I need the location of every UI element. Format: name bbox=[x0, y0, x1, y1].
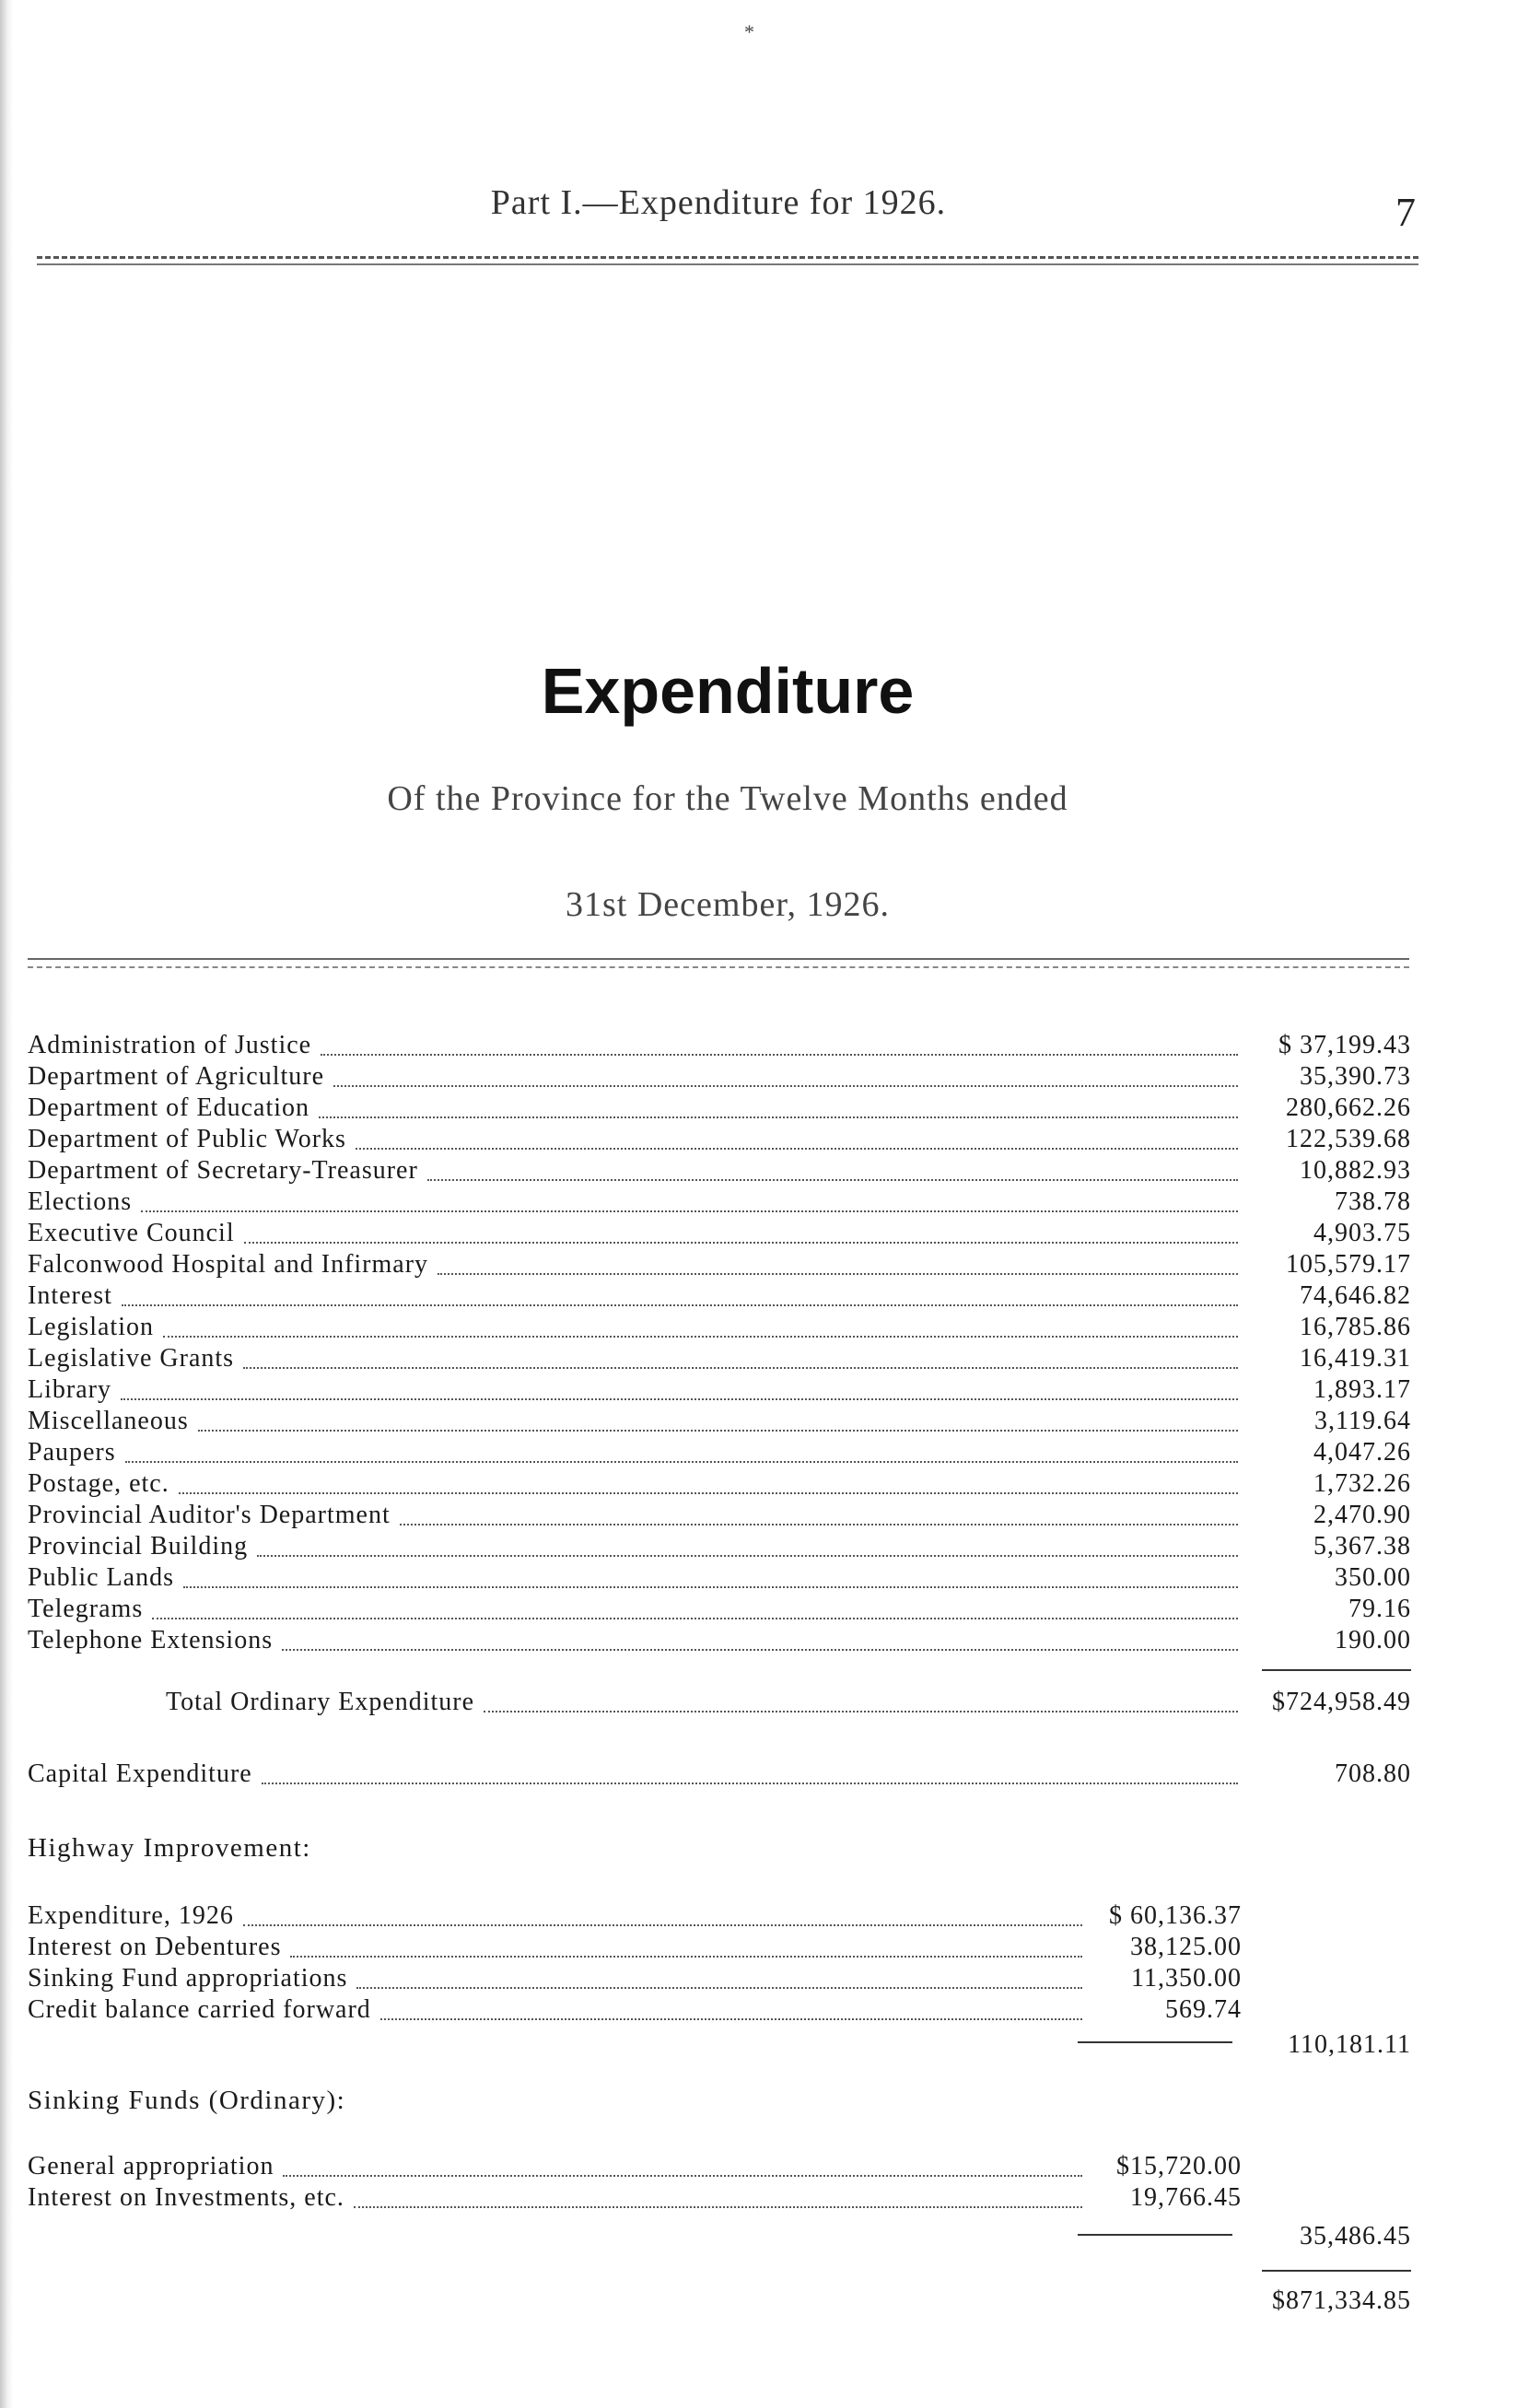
row-amount: 2,470.90 bbox=[1313, 1501, 1411, 1529]
ledger-row bbox=[28, 1125, 1411, 1156]
row-amount: 79.16 bbox=[1348, 1595, 1411, 1623]
row-label: Miscellaneous bbox=[28, 1407, 189, 1435]
capital-amount: 708.80 bbox=[1335, 1759, 1411, 1788]
row-amount: 74,646.82 bbox=[1300, 1281, 1411, 1310]
leader-dots bbox=[282, 1649, 1238, 1651]
row-label: Interest on Investments, etc. bbox=[28, 2183, 344, 2212]
leader-dots bbox=[243, 1367, 1238, 1369]
leader-dots bbox=[141, 1210, 1238, 1212]
leader-dots bbox=[152, 1618, 1238, 1619]
row-label: Library bbox=[28, 1375, 111, 1404]
header-rule bbox=[37, 256, 1418, 259]
ledger-row bbox=[28, 1375, 1411, 1407]
leader-dots bbox=[262, 1783, 1238, 1784]
ledger-row bbox=[28, 1156, 1411, 1187]
row-amount: 11,350.00 bbox=[1131, 1964, 1242, 1993]
scan-edge-shadow bbox=[0, 0, 13, 2408]
row-amount: 122,539.68 bbox=[1286, 1125, 1411, 1153]
ledger-row bbox=[28, 1532, 1411, 1563]
row-label: Falconwood Hospital and Infirmary bbox=[28, 1250, 429, 1279]
sinking-row bbox=[28, 2152, 1242, 2183]
leader-dots bbox=[321, 1054, 1238, 1056]
leader-dots bbox=[427, 1179, 1238, 1181]
leader-dots bbox=[380, 2018, 1082, 2020]
leader-dots bbox=[484, 1711, 1238, 1712]
leader-dots bbox=[163, 1336, 1238, 1338]
leader-dots bbox=[400, 1524, 1238, 1525]
row-amount: 190.00 bbox=[1335, 1626, 1411, 1654]
row-label: Provincial Auditor's Department bbox=[28, 1501, 391, 1529]
row-label: Administration of Justice bbox=[28, 1031, 312, 1059]
highway-row bbox=[28, 1901, 1242, 1933]
leader-dots bbox=[122, 1304, 1238, 1306]
row-amount: 350.00 bbox=[1335, 1563, 1411, 1592]
ledger-row bbox=[28, 1626, 1411, 1657]
ledger-row bbox=[28, 1344, 1411, 1375]
row-label: Executive Council bbox=[28, 1219, 235, 1247]
highway-row bbox=[28, 1995, 1242, 2027]
ledger-row bbox=[28, 1595, 1411, 1626]
sinking-heading: Sinking Funds (Ordinary): bbox=[28, 2086, 346, 2115]
leader-dots bbox=[354, 2206, 1082, 2208]
row-amount: 4,047.26 bbox=[1313, 1438, 1411, 1467]
row-amount: $ 60,136.37 bbox=[1109, 1901, 1242, 1930]
row-label: Sinking Fund appropriations bbox=[28, 1964, 348, 1993]
ledger-row bbox=[28, 1469, 1411, 1501]
highway-total: 110,181.11 bbox=[1288, 2030, 1411, 2059]
row-label: Interest bbox=[28, 1281, 112, 1310]
leader-dots bbox=[243, 1924, 1082, 1926]
ledger-row bbox=[28, 1031, 1411, 1062]
row-label: Telephone Extensions bbox=[28, 1626, 274, 1654]
row-amount: 16,785.86 bbox=[1300, 1313, 1411, 1341]
row-amount: 35,390.73 bbox=[1300, 1062, 1411, 1091]
ledger-row bbox=[28, 1093, 1411, 1125]
row-amount: 3,119.64 bbox=[1314, 1407, 1411, 1435]
row-label: General appropriation bbox=[28, 2152, 274, 2180]
leader-dots bbox=[333, 1085, 1238, 1087]
row-label: Paupers bbox=[28, 1438, 116, 1467]
total-ordinary-row bbox=[28, 1688, 1411, 1719]
leader-dots bbox=[257, 1555, 1238, 1557]
ledger-row bbox=[28, 1187, 1411, 1219]
row-amount: 280,662.26 bbox=[1286, 1093, 1411, 1122]
row-label: Legislation bbox=[28, 1313, 154, 1341]
title-rule bbox=[28, 958, 1409, 960]
highway-row bbox=[28, 1964, 1242, 1995]
page-dateline: 31st December, 1926. bbox=[566, 885, 890, 924]
title-rule-secondary bbox=[28, 966, 1409, 968]
ledger-row bbox=[28, 1250, 1411, 1281]
sinking-total: 35,486.45 bbox=[1300, 2222, 1411, 2250]
row-amount: $15,720.00 bbox=[1116, 2152, 1242, 2180]
row-label: Elections bbox=[28, 1187, 133, 1216]
sinking-sum-rule bbox=[1078, 2234, 1232, 2236]
leader-dots bbox=[438, 1273, 1238, 1275]
ledger-row bbox=[28, 1501, 1411, 1532]
ledger-row bbox=[28, 1407, 1411, 1438]
row-amount: $ 37,199.43 bbox=[1278, 1031, 1411, 1059]
sinking-row bbox=[28, 2183, 1242, 2215]
leader-dots bbox=[183, 1586, 1238, 1588]
running-head: Part I.—Expenditure for 1926. bbox=[490, 183, 947, 222]
leader-dots bbox=[198, 1430, 1238, 1432]
leader-dots bbox=[356, 1987, 1082, 1989]
row-amount: 1,893.17 bbox=[1313, 1375, 1411, 1404]
row-label: Public Lands bbox=[28, 1563, 174, 1592]
row-label: Department of Secretary-Treasurer bbox=[28, 1156, 418, 1185]
ledger-row bbox=[28, 1062, 1411, 1093]
highway-row bbox=[28, 1933, 1242, 1964]
row-label: Credit balance carried forward bbox=[28, 1995, 371, 2024]
leader-dots bbox=[356, 1148, 1238, 1150]
leader-dots bbox=[179, 1492, 1238, 1494]
page-title: Expenditure bbox=[541, 655, 915, 727]
row-amount: 569.74 bbox=[1165, 1995, 1242, 2024]
ledger-row bbox=[28, 1313, 1411, 1344]
row-amount: 105,579.17 bbox=[1286, 1250, 1411, 1279]
row-label: Department of Public Works bbox=[28, 1125, 346, 1153]
row-amount: 738.78 bbox=[1335, 1187, 1411, 1216]
highway-sum-rule bbox=[1078, 2041, 1232, 2043]
leader-dots bbox=[290, 1956, 1082, 1958]
subtotal-rule bbox=[1262, 1669, 1411, 1671]
row-label: Expenditure, 1926 bbox=[28, 1901, 234, 1930]
ledger-row bbox=[28, 1281, 1411, 1313]
grand-total-rule bbox=[1262, 2270, 1411, 2272]
header-rule-secondary bbox=[37, 263, 1418, 265]
page-number: 7 bbox=[1395, 190, 1416, 235]
page-subtitle: Of the Province for the Twelve Months ended bbox=[387, 779, 1068, 818]
capital-label: Capital Expenditure bbox=[28, 1759, 252, 1788]
ledger-row bbox=[28, 1563, 1411, 1595]
ledger-row bbox=[28, 1219, 1411, 1250]
row-label: Telegrams bbox=[28, 1595, 144, 1623]
capital-row bbox=[28, 1759, 1411, 1791]
row-amount: 19,766.45 bbox=[1130, 2183, 1242, 2212]
leader-dots bbox=[121, 1398, 1238, 1400]
row-amount: 4,903.75 bbox=[1313, 1219, 1411, 1247]
grand-total: $871,334.85 bbox=[1272, 2286, 1411, 2315]
row-amount: 10,882.93 bbox=[1300, 1156, 1411, 1185]
row-label: Legislative Grants bbox=[28, 1344, 235, 1373]
row-amount: 5,367.38 bbox=[1313, 1532, 1411, 1561]
row-label: Department of Agriculture bbox=[28, 1062, 325, 1091]
row-label: Provincial Building bbox=[28, 1532, 249, 1561]
row-label: Interest on Debentures bbox=[28, 1933, 282, 1961]
leader-dots bbox=[244, 1242, 1238, 1244]
row-amount: 16,419.31 bbox=[1300, 1344, 1411, 1373]
total-amount: $724,958.49 bbox=[1272, 1688, 1411, 1716]
stray-mark: * bbox=[744, 20, 754, 43]
total-label: Total Ordinary Expenditure bbox=[166, 1688, 475, 1716]
row-label: Department of Education bbox=[28, 1093, 310, 1122]
row-amount: 38,125.00 bbox=[1130, 1933, 1242, 1961]
highway-heading: Highway Improvement: bbox=[28, 1833, 311, 1863]
leader-dots bbox=[125, 1461, 1238, 1463]
leader-dots bbox=[283, 2175, 1082, 2177]
ledger-row bbox=[28, 1438, 1411, 1469]
row-label: Postage, etc. bbox=[28, 1469, 169, 1498]
leader-dots bbox=[319, 1116, 1238, 1118]
row-amount: 1,732.26 bbox=[1313, 1469, 1411, 1498]
